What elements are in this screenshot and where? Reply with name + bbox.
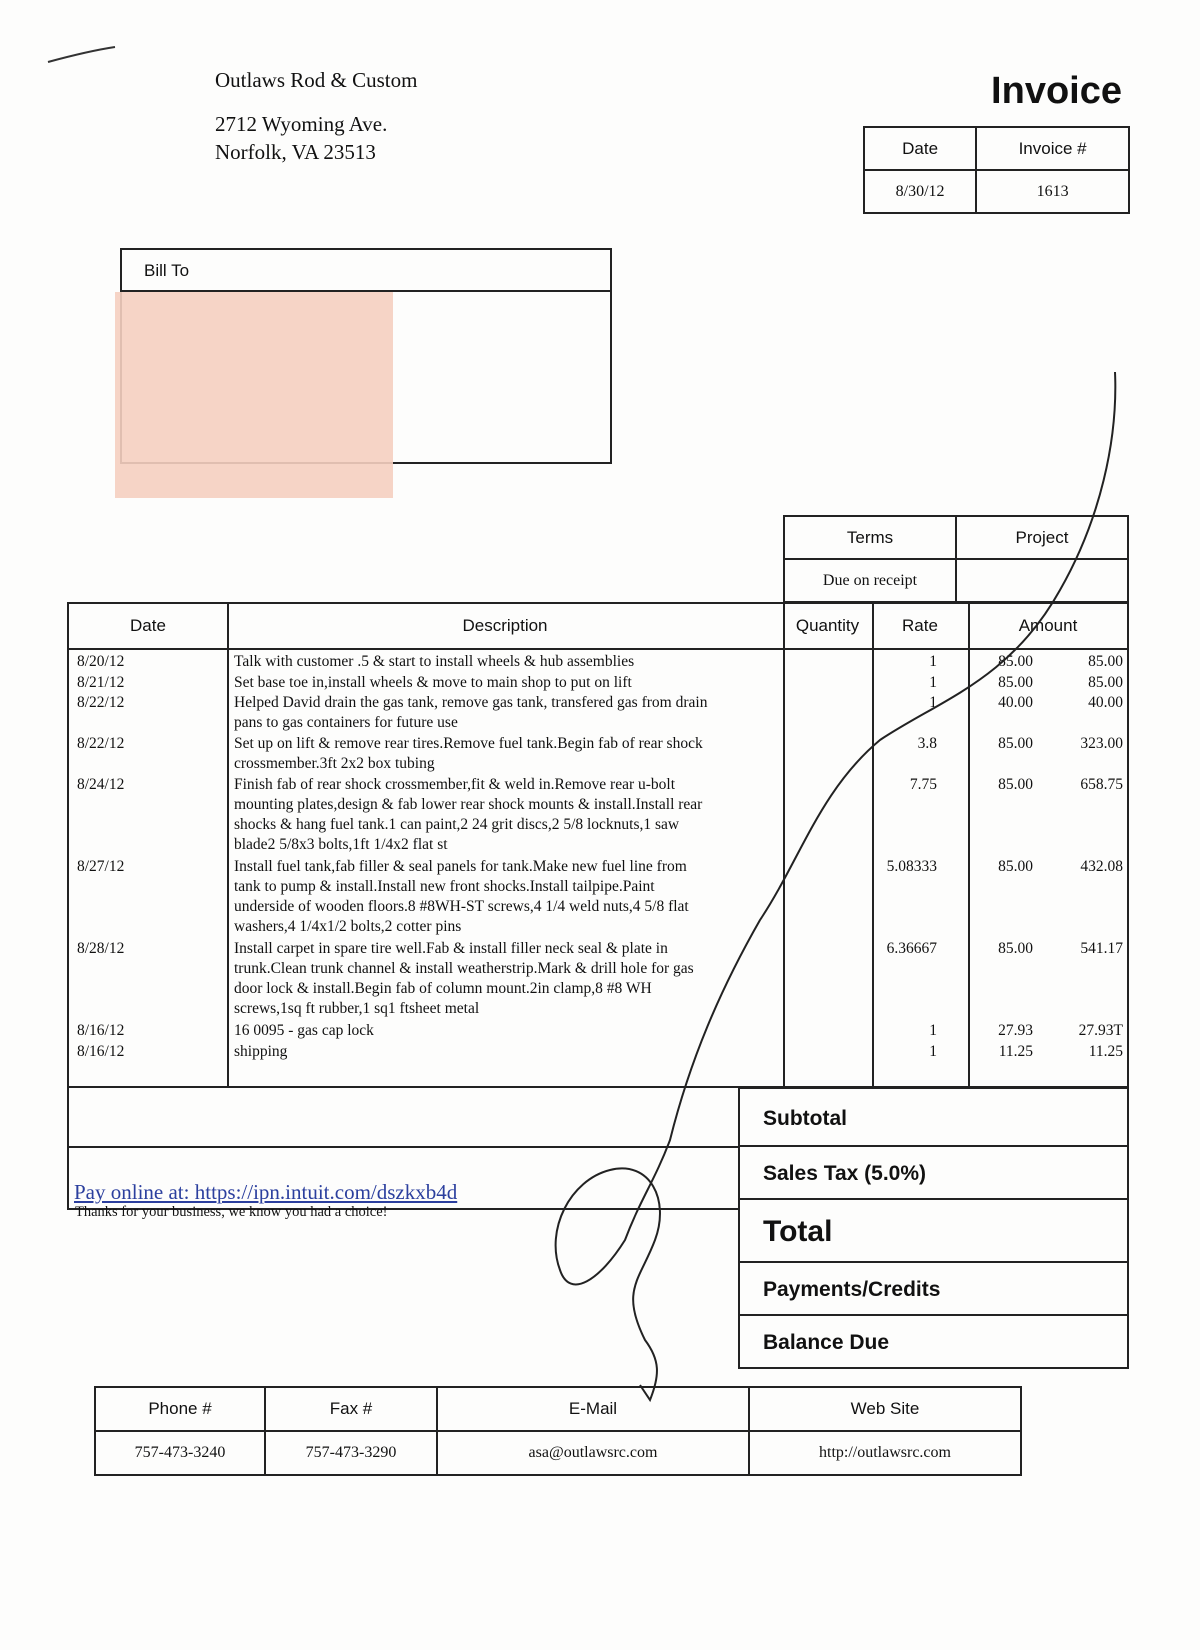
row-description-line: pans to gas containers for future use (234, 714, 458, 731)
col-header-rate: Rate (902, 616, 938, 635)
row-date: 8/27/12 (77, 858, 125, 875)
terms-value: Due on receipt (784, 559, 956, 602)
row-rate: 85.00 (998, 776, 1033, 793)
row-rate: 27.93 (998, 1022, 1033, 1039)
row-rate: 85.00 (998, 673, 1033, 691)
row-quantity: 1 (929, 1042, 937, 1060)
project-label: Project (956, 516, 1128, 559)
row-rate: 85.00 (998, 858, 1033, 875)
row-quantity: 1 (929, 673, 937, 691)
col-header-description: Description (462, 616, 548, 635)
row-description-line: shipping (234, 1042, 288, 1060)
total-label: Total (738, 1200, 1129, 1263)
row-amount: 27.93T (1078, 1022, 1123, 1039)
row-amount: 40.00 (1088, 694, 1123, 711)
subtotal-label: Subtotal (738, 1087, 1129, 1147)
row-description-line: Install carpet in spare tire well.Fab & install filler neck seal & plate in (234, 940, 668, 957)
row-amount: 85.00 (1088, 673, 1123, 691)
row-amount: 11.25 (1088, 1042, 1123, 1060)
pay-online-link[interactable]: Pay online at: https://ipn.intuit.com/dszkxb4d (74, 1180, 458, 1204)
row-quantity: 6.36667 (886, 940, 937, 957)
company-address-line1: 2712 Wyoming Ave. (215, 112, 388, 136)
row-quantity: 1 (929, 694, 937, 711)
website-label: Web Site (749, 1387, 1021, 1431)
row-quantity: 1 (929, 653, 937, 670)
thanks-message: Thanks for your business, we know you had a choice! (75, 1204, 388, 1220)
row-description-line: door lock & install.Begin fab of column mount.2in clamp,8 #8 WH (234, 980, 652, 997)
email-label: E-Mail (437, 1387, 749, 1431)
terms-label: Terms (784, 516, 956, 559)
bill-to-label: Bill To (122, 250, 610, 292)
invoice-number: 1613 (976, 170, 1129, 213)
row-quantity: 7.75 (909, 776, 937, 793)
row-amount: 432.08 (1080, 858, 1123, 875)
row-date: 8/28/12 (77, 940, 125, 957)
row-amount: 323.00 (1080, 735, 1123, 752)
row-amount: 85.00 (1088, 653, 1123, 670)
row-date: 8/16/12 (77, 1042, 125, 1060)
balance-due-label: Balance Due (738, 1316, 1129, 1369)
row-amount: 541.17 (1080, 940, 1123, 957)
col-header-date: Date (130, 616, 166, 635)
row-quantity: 5.08333 (886, 858, 937, 875)
row-description-line: Helped David drain the gas tank, remove gas tank, transfered gas from drain (234, 694, 708, 711)
row-date: 8/22/12 (77, 735, 125, 752)
row-rate: 85.00 (998, 940, 1033, 957)
invoice-number-label: Invoice # (976, 127, 1129, 170)
row-date: 8/24/12 (77, 776, 125, 793)
row-amount: 658.75 (1080, 776, 1123, 793)
row-date: 8/22/12 (77, 694, 125, 711)
row-date: 8/16/12 (77, 1022, 125, 1039)
row-description-line: shocks & hang fuel tank.1 can paint,2 24 grit discs,2 5/8 locknuts,1 saw (234, 816, 680, 833)
phone-label: Phone # (95, 1387, 265, 1431)
col-header-quantity: Quantity (795, 616, 860, 635)
row-description-line: Talk with customer .5 & start to install wheels & hub assemblies (234, 653, 635, 670)
row-description-line: Set base toe in,install wheels & move to main shop to put on lift (234, 673, 632, 691)
row-description-line: Set up on lift & remove rear tires.Remove fuel tank.Begin fab of rear shock (234, 735, 703, 752)
row-rate: 11.25 (998, 1042, 1033, 1060)
email-address[interactable]: asa@outlawsrc.com (437, 1431, 749, 1475)
row-description-line: washers,4 1/4x1/2 bolts,2 cotter pins (234, 918, 462, 935)
row-rate: 85.00 (998, 653, 1033, 670)
row-description-line: trunk.Clean trunk channel & install weatherstrip.Mark & drill hole for gas (234, 960, 694, 977)
row-rate: 40.00 (998, 694, 1033, 711)
row-description-line: 16 0095 - gas cap lock (234, 1022, 374, 1039)
row-description-line: Install fuel tank,fab filler & seal panels for tank.Make new fuel line from (234, 858, 687, 875)
document-title: Invoice (991, 70, 1122, 112)
company-name: Outlaws Rod & Custom (215, 68, 418, 92)
fax-number: 757-473-3290 (265, 1431, 437, 1475)
sales-tax-label: Sales Tax (5.0%) (738, 1147, 1129, 1200)
row-date: 8/21/12 (77, 673, 125, 691)
row-rate: 85.00 (998, 735, 1033, 752)
row-date: 8/20/12 (77, 653, 125, 670)
date-label: Date (864, 127, 976, 170)
phone-number: 757-473-3240 (95, 1431, 265, 1475)
row-description-line: mounting plates,design & fab lower rear shock mounts & install.Install rear (234, 796, 703, 813)
payments-credits-label: Payments/Credits (738, 1263, 1129, 1316)
company-address-line2: Norfolk, VA 23513 (215, 140, 376, 164)
row-quantity: 1 (929, 1022, 937, 1039)
row-description-line: screws,1sq ft rubber,1 sq1 ftsheet metal (234, 1000, 480, 1017)
row-quantity: 3.8 (917, 735, 937, 752)
invoice-date: 8/30/12 (864, 170, 976, 213)
row-description-line: blade2 5/8x3 bolts,1ft 1/4x2 flat st (234, 836, 448, 853)
row-description-line: tank to pump & install.Install new front shocks.Install tailpipe.Paint (234, 878, 655, 895)
row-description-line: crossmember.3ft 2x2 box tubing (234, 755, 435, 772)
row-description-line: Finish fab of rear shock crossmember,fit & weld in.Remove rear u-bolt (234, 776, 676, 793)
row-description-line: underside of wooden floors.8 #8WH-ST screws,4 1/4 weld nuts,4 5/8 flat (234, 898, 689, 915)
fax-label: Fax # (265, 1387, 437, 1431)
col-header-amount: Amount (1018, 616, 1078, 635)
website-url[interactable]: http://outlawsrc.com (749, 1431, 1021, 1475)
